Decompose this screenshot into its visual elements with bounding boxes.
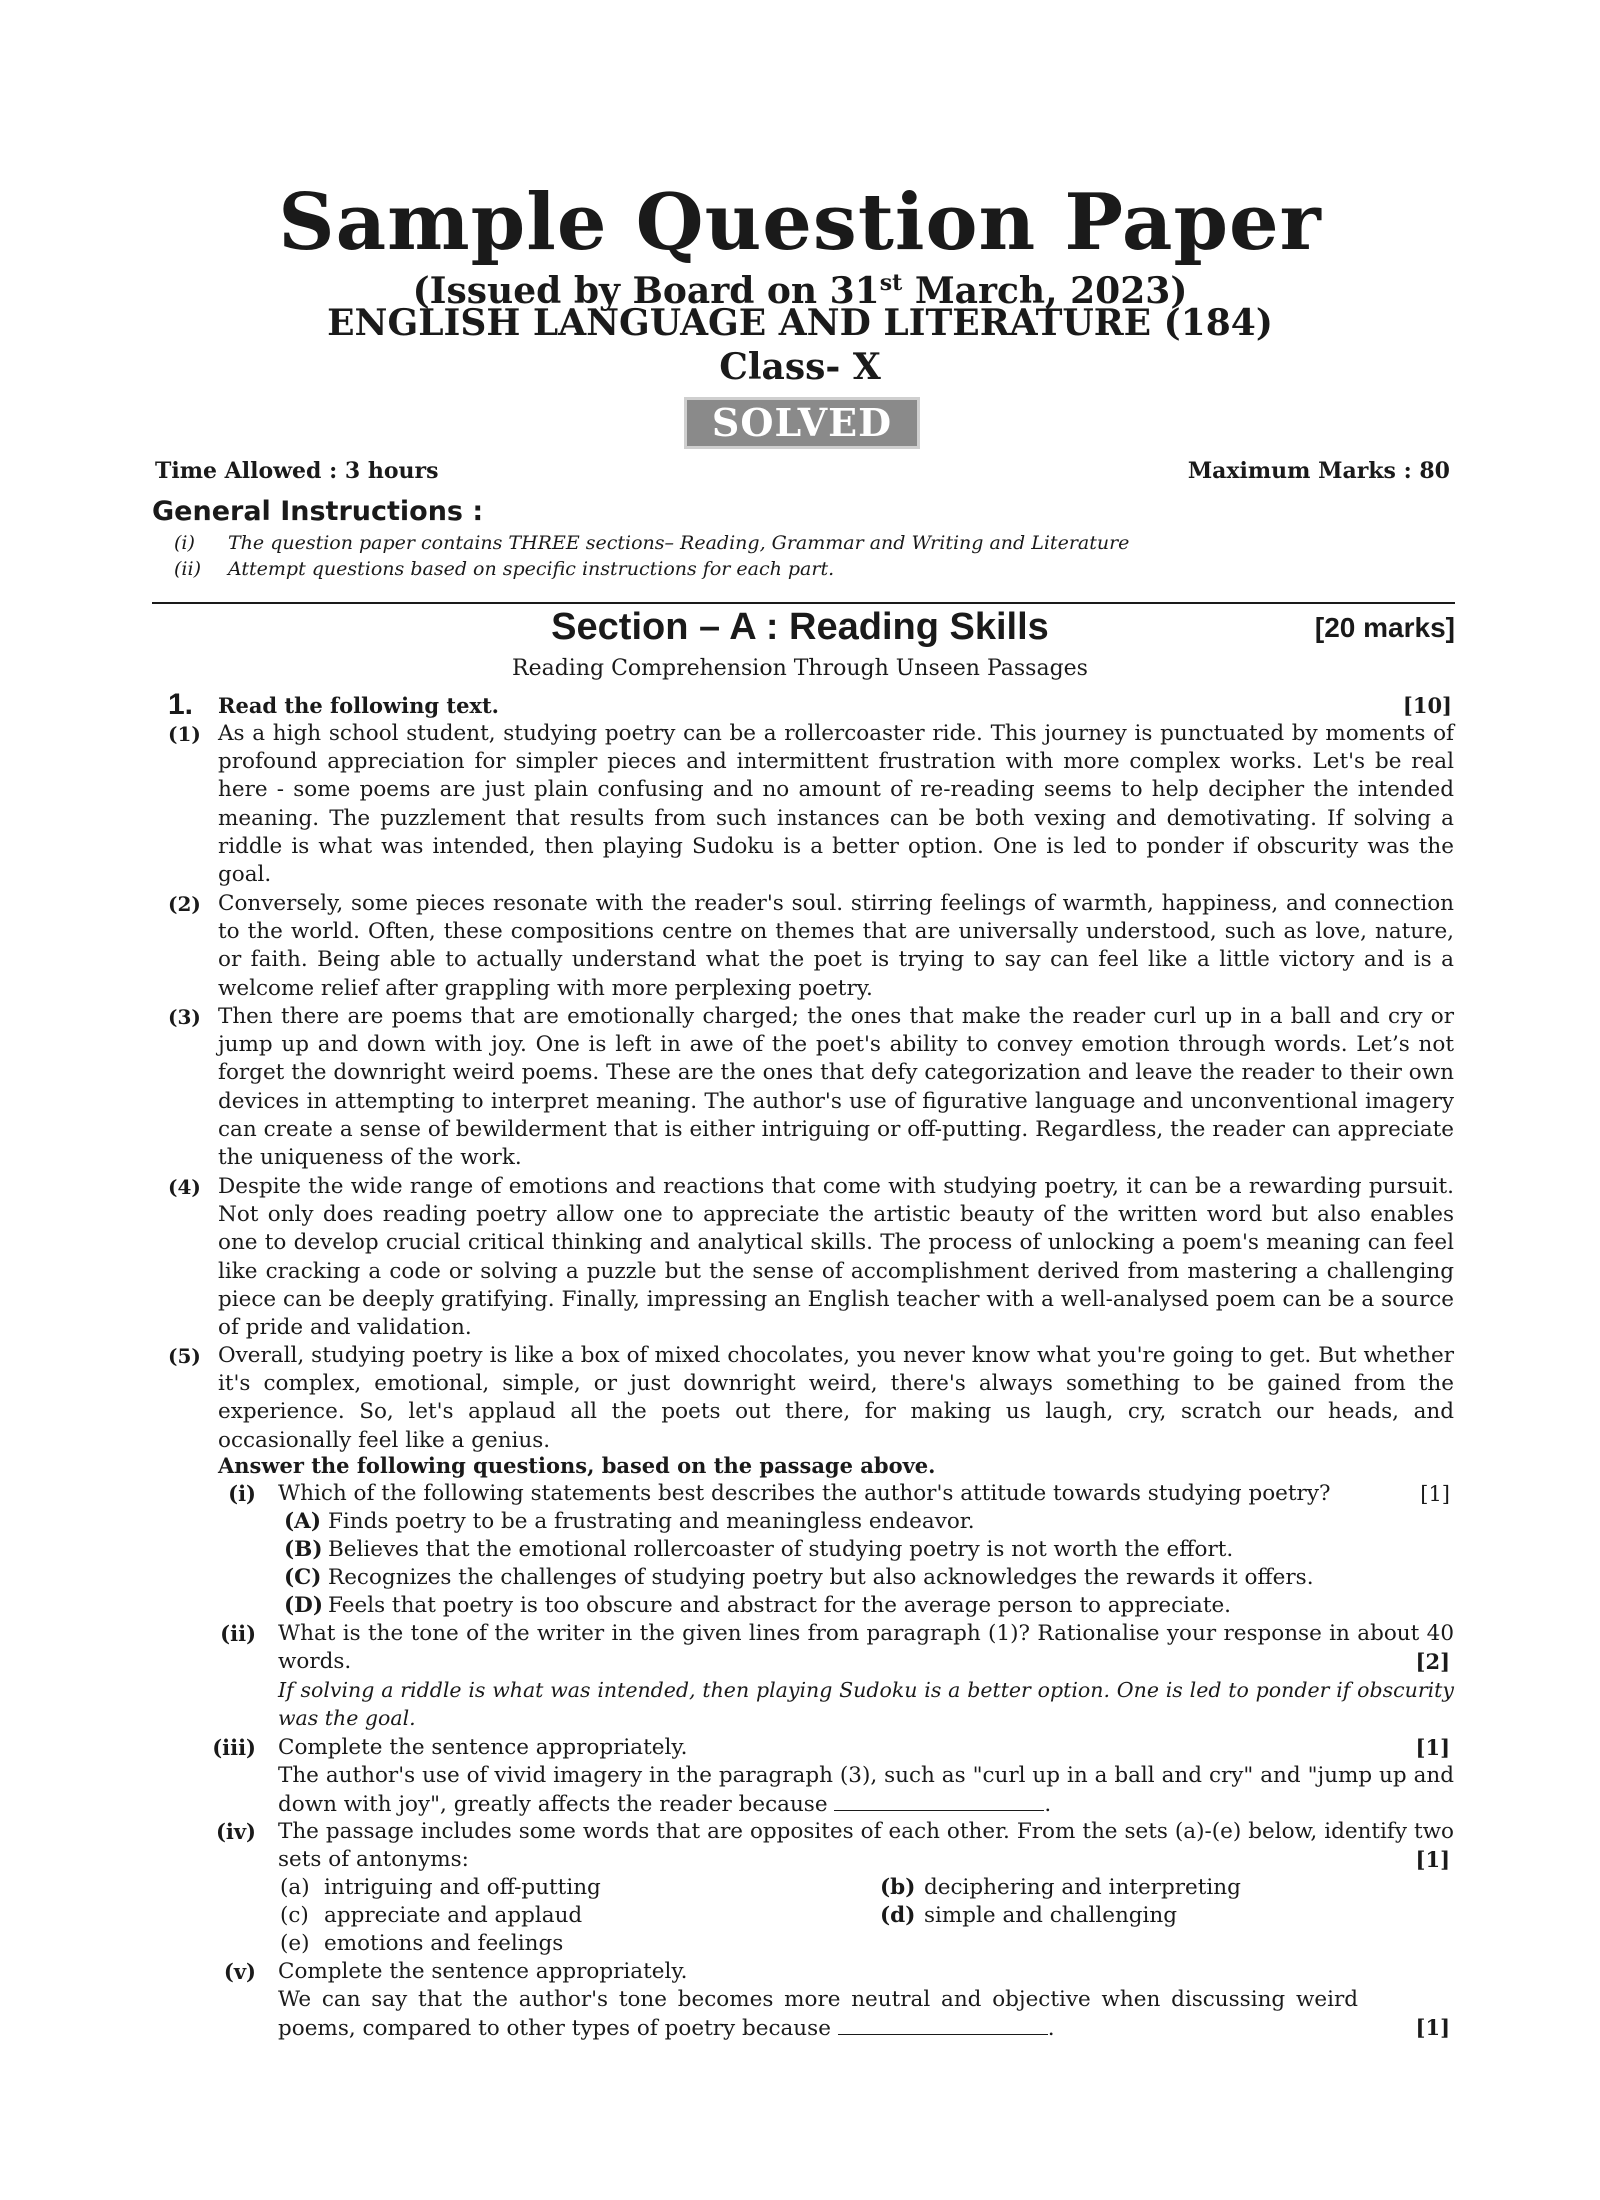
mcq-option [284, 1536, 1233, 1564]
mcq-option [284, 1508, 975, 1536]
instruction-item [174, 556, 834, 582]
subquestion-number: (i) [228, 1481, 256, 1506]
subquestion-text: What is the tone of the writer in the given lines from paragraph (1)? Rationalise your response in about 40 words. [278, 1621, 1454, 1675]
instruction-number: (ii) [174, 558, 201, 580]
issue-date-sup: st [879, 270, 903, 296]
quoted-lines: If solving a riddle is what was intended, then playing Sudoku is a better option. One is led to ponder if obscurity was the goal. [278, 1678, 1454, 1730]
subquestion-text: Complete the sentence appropriately. [278, 1735, 688, 1760]
subquestion-body: We can say that the author's tone becomes more neutral and objective when discussing weird poems, compared to other types of poetry because . [278, 1987, 1358, 2042]
subquestion-number: (iii) [212, 1735, 256, 1760]
set-letter: (a) [280, 1875, 310, 1900]
subquestion-body-text: We can say that the author's tone becomes more neutral and objective when discussing weird poems, compared to other types of poetry because [278, 1987, 1358, 2042]
question-marks: [10] [1402, 693, 1452, 718]
question-prompt: Read the following text. [218, 693, 499, 718]
mcq-option [284, 1592, 1231, 1620]
instruction-item [174, 530, 1129, 556]
option-text: Recognizes the challenges of studying poetry but also acknowledges the rewards it offers. [328, 1565, 1314, 1590]
set-text: simple and challenging [924, 1903, 1178, 1928]
set-text: emotions and feelings [324, 1931, 564, 1956]
subquestion-number: (iv) [215, 1819, 256, 1844]
question-number: 1. [168, 688, 194, 721]
passage-paragraph: As a high school student, studying poetry can be a rollercoaster ride. This journey is punctuated by moments of profound appreciation for simpler pieces and intermittent frustration with more complex works. Let's be real here - some poems are just plain confusing and no amount of re-reading seems to help decipher the intended meaning. The puzzlement that results from such instances can be both vexing and demotivating. If solving a riddle is what was intended, then playing Sudoku is a better option. One is led to ponder if obscurity was the goal. [218, 721, 1454, 888]
option-letter: (C) [284, 1565, 322, 1590]
subquestion-marks: [1] [1415, 1735, 1450, 1760]
page-title: Sample Question Paper [278, 177, 1322, 268]
answer-blank [838, 2014, 1048, 2035]
section-title: Section – A : Reading Skills [551, 606, 1049, 648]
paragraph-number: (1) [168, 722, 201, 746]
paragraph-number: (5) [168, 1344, 201, 1368]
subquestion-number: (ii) [220, 1621, 256, 1646]
option-letter: (B) [284, 1537, 323, 1562]
option-letter: (A) [284, 1509, 322, 1534]
subquestion-text: The passage includes some words that are opposites of each other. From the sets (a)-(e) below, identify two sets of antonyms: [278, 1819, 1454, 1873]
subquestion-text: Complete the sentence appropriately. [278, 1959, 688, 1984]
subquestion-marks: [1] [1415, 2015, 1450, 2040]
sentence-end: . [1044, 1792, 1052, 1818]
antonym-set [280, 1902, 582, 1930]
antonym-set [880, 1902, 1177, 1930]
antonym-set [880, 1874, 1241, 1902]
passage-paragraph: Then there are poems that are emotionally charged; the ones that make the reader curl up in a ball and cry or jump up and down with joy. One is left in awe of the poet's ability to convey emotion through words. Let’s not forget the downright weird poems. These are the ones that defy categorization and leave the reader to their own devices in attempting to interpret meaning. The author's use of figurative language and unconventional imagery can create a sense of bewilderment that is either intriguing or off-putting. Regardless, the reader can appreciate the uniqueness of the work. [218, 1004, 1454, 1171]
subquestion-body [278, 1762, 1454, 1819]
subquestion-text: Which of the following statements best describes the author's attitude towards studying poetry? [278, 1481, 1331, 1506]
subquestion-body-text: The author's use of vivid imagery in the paragraph (3), such as "curl up in a ball and cry" and "jump up and down with joy", greatly affects the reader because [278, 1763, 1454, 1818]
antonym-set [280, 1874, 601, 1902]
maximum-marks: Maximum Marks : 80 [1187, 458, 1450, 484]
subquestion-marks: [1] [1415, 1847, 1450, 1872]
set-letter: (c) [280, 1903, 309, 1928]
mcq-option [284, 1564, 1314, 1592]
option-text: Believes that the emotional rollercoaster of studying poetry is not worth the effort. [328, 1537, 1234, 1562]
paragraph-number: (2) [168, 892, 201, 916]
issue-date-prefix: (Issued by Board on 31 [412, 270, 880, 312]
set-text: appreciate and applaud [324, 1903, 583, 1928]
passage-paragraph: Overall, studying poetry is like a box of mixed chocolates, you never know what you're going to get. But whether it's complex, emotional, simple, or just downright weird, there's always something to be gained from the experience. So, let's applaud all the poets out there, for making us laugh, cry, scratch our heads, and occasionally feel like a genius. [218, 1343, 1454, 1453]
set-letter: (b) [880, 1875, 916, 1900]
option-text: Feels that poetry is too obscure and abstract for the average person to appreciate. [328, 1593, 1232, 1618]
set-letter: (e) [280, 1931, 310, 1956]
paragraph-number: (4) [168, 1175, 201, 1199]
instruction-text: Attempt questions based on specific instructions for each part. [228, 558, 835, 580]
passage-paragraph: Conversely, some pieces resonate with the reader's soul. stirring feelings of warmth, happiness, and connection to the world. Often, these compositions centre on themes that are universally understood, such as love, nature, or faith. Being able to actually understand what the poet is trying to say can feel like a little victory and is a welcome relief after grappling with more perplexing poetry. [218, 891, 1454, 1001]
instruction-number: (i) [174, 532, 195, 554]
answer-blank [834, 1790, 1044, 1811]
answer-instruction: Answer the following questions, based on the passage above. [218, 1453, 936, 1478]
subquestion-marks: [2] [1415, 1649, 1450, 1674]
option-letter: (D) [284, 1593, 323, 1618]
general-instructions-title: General Instructions : [152, 496, 484, 527]
antonym-set [280, 1930, 563, 1958]
set-text: deciphering and interpreting [924, 1875, 1241, 1900]
solved-badge: SOLVED [684, 397, 920, 449]
subquestion-marks: [1] [1420, 1482, 1450, 1506]
issue-date-suffix: March, 2023) [902, 270, 1188, 312]
subject-title: ENGLISH LANGUAGE AND LITERATURE (184) [327, 302, 1273, 344]
set-text: intriguing and off-putting [324, 1875, 601, 1900]
time-allowed: Time Allowed : 3 hours [155, 458, 439, 484]
class-label: Class- X [719, 346, 881, 388]
subquestion-number: (v) [223, 1959, 256, 1984]
instruction-text: The question paper contains THREE sections– Reading, Grammar and Writing and Literature [228, 532, 1130, 554]
section-marks: [20 marks] [1314, 612, 1455, 643]
set-letter: (d) [880, 1903, 916, 1928]
paragraph-number: (3) [168, 1005, 201, 1029]
section-subtitle: Reading Comprehension Through Unseen Passages [512, 656, 1088, 681]
option-text: Finds poetry to be a frustrating and meaningless endeavor. [328, 1509, 975, 1534]
passage-paragraph: Despite the wide range of emotions and reactions that come with studying poetry, it can be a rewarding pursuit. Not only does reading poetry allow one to appreciate the artistic beauty of the written word but also enables one to develop crucial critical thinking and analytical skills. The process of unlocking a poem's meaning can feel like cracking a code or solving a puzzle but the sense of accomplishment derived from mastering a challenging piece can be deeply gratifying. Finally, impressing an English teacher with a well-analysed poem can be a source of pride and validation. [218, 1174, 1454, 1341]
